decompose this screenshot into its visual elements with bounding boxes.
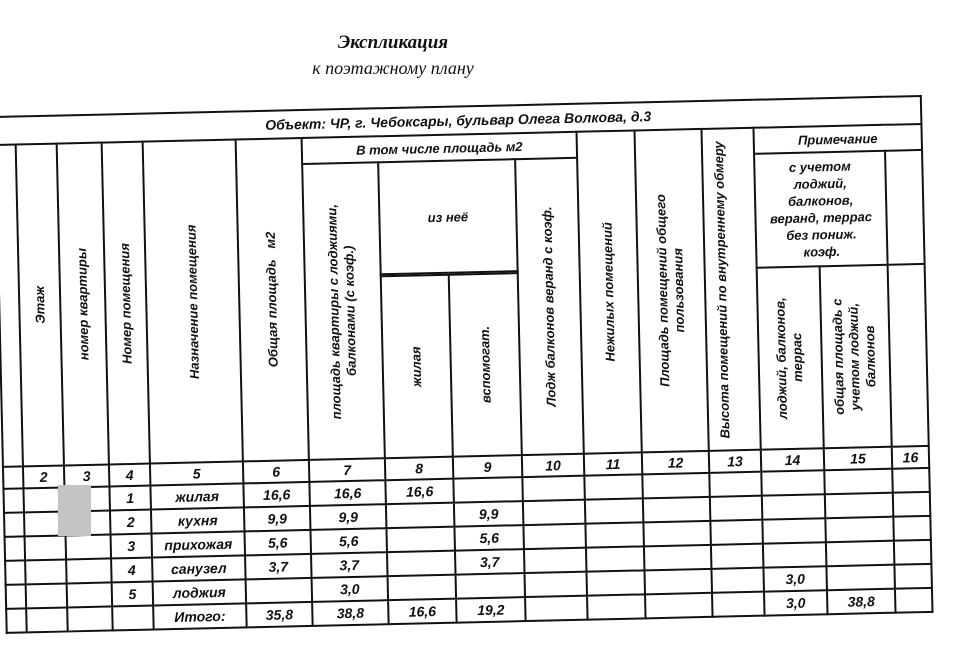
column-number: 15	[824, 447, 892, 471]
header-col16-top	[885, 150, 925, 265]
table-cell: 9,9	[244, 506, 311, 531]
table-cell: 5	[112, 582, 154, 607]
column-number: 12	[642, 451, 709, 475]
table-cell	[644, 569, 712, 595]
table-cell	[387, 551, 456, 577]
header-loggias-coef: Лодж балконов веранд с коэф.	[515, 158, 584, 455]
table-cell	[643, 497, 711, 523]
table-cell	[523, 500, 586, 525]
header-col16-bottom	[888, 264, 929, 447]
header-apartment-number: номер квартиры	[57, 143, 109, 466]
header-room-purpose: Назначение помещения	[143, 140, 243, 464]
table-cell	[112, 606, 154, 631]
table-cell	[711, 568, 764, 593]
column-number: 9	[453, 455, 522, 479]
table-cell	[456, 573, 526, 599]
table-cell	[524, 548, 587, 573]
table-cell: 38,8	[312, 600, 389, 626]
header-note-sub: с учетом лоджий, балконов, веранд, террас без пониж. коэф.	[754, 151, 888, 268]
table-cell	[523, 524, 586, 549]
table-cell	[386, 503, 455, 529]
table-cell: 3,7	[245, 554, 312, 579]
table-cell	[6, 584, 27, 608]
header-group-including: В том числе площадь м2	[302, 132, 578, 164]
document-subtitle: к поэтажному плану	[312, 58, 474, 78]
table-cell	[388, 575, 457, 601]
column-number: 5	[150, 461, 243, 485]
table-cell	[586, 570, 645, 595]
table-cell	[587, 594, 646, 619]
explication-table	[0, 95, 934, 634]
table-cell	[824, 469, 893, 495]
table-cell	[585, 498, 644, 523]
column-number: 8	[385, 457, 453, 481]
table-cell	[710, 496, 763, 521]
table-cell	[386, 527, 455, 553]
table-cell: 3,0	[763, 566, 827, 591]
header-area-with-loggias: площадь квартиры с лоджиями, балконами (с коэф.)	[302, 162, 385, 460]
table-cell: жилая	[150, 483, 244, 509]
table-cell: 3,7	[455, 549, 525, 575]
table-cell: 4	[111, 558, 153, 583]
table-cell: 3	[111, 534, 153, 559]
table-cell	[644, 545, 712, 571]
table-cell	[5, 560, 26, 584]
table-cell	[892, 468, 930, 493]
table-cell	[6, 608, 27, 632]
header-note-total: общая площадь с учетом лоджий, балконов	[820, 265, 892, 448]
header-living: жилая	[381, 275, 453, 458]
table-cell: 16,6	[243, 482, 310, 507]
table-cell	[643, 521, 711, 547]
table-cell	[4, 512, 25, 536]
table-cell	[26, 583, 68, 608]
table-cell	[67, 606, 113, 631]
table-cell	[246, 578, 313, 603]
table-cell: прихожая	[152, 531, 246, 557]
column-number: 2	[23, 466, 64, 489]
object-address: Объект: ЧР, г. Чебоксары, бульвар Олега Волкова, д.3	[0, 96, 921, 145]
table-cell	[584, 474, 643, 499]
column-number: 13	[709, 450, 761, 473]
table-cell	[453, 477, 523, 503]
table-cell	[826, 565, 895, 591]
explication-table-wrap	[0, 95, 934, 634]
table-cell: 35,8	[246, 602, 313, 627]
table-cell	[712, 592, 765, 617]
table-cell	[585, 522, 644, 547]
table-cell: 16,6	[385, 479, 454, 505]
table-cell	[893, 492, 931, 517]
table-cell	[645, 593, 713, 619]
table-cell: лоджия	[153, 579, 247, 605]
table-cell: 5,6	[454, 525, 524, 551]
table-cell	[522, 476, 585, 501]
table-cell	[894, 564, 932, 589]
table-cell	[763, 542, 827, 567]
table-cell: санузел	[152, 555, 246, 581]
table-cell	[762, 494, 826, 519]
column-number: 4	[109, 464, 150, 487]
column-number: 6	[243, 460, 309, 483]
table-cell	[761, 470, 825, 495]
column-number: 10	[522, 454, 584, 477]
table-cell: 19,2	[456, 597, 526, 623]
table-cell: 38,8	[827, 589, 896, 615]
table-cell	[642, 473, 710, 499]
column-number: 3	[64, 464, 109, 487]
table-cell: 9,9	[454, 501, 524, 527]
header-room-number: Номер помещения	[102, 142, 150, 465]
table-cell	[3, 488, 24, 512]
table-cell	[5, 536, 26, 560]
table-cell: 2	[110, 510, 152, 535]
document-title: Экспликация	[337, 32, 449, 53]
table-cell: 16,6	[388, 599, 457, 625]
header-auxiliary: вспомогат.	[449, 273, 522, 457]
table-cell	[709, 472, 762, 497]
table-cell	[825, 517, 894, 543]
table-cell	[826, 541, 895, 567]
header-note-loggias: лоджий, балконов, террас	[757, 266, 824, 449]
table-cell	[895, 588, 933, 613]
column-number: 7	[309, 458, 385, 482]
table-cell: 16,6	[309, 480, 386, 506]
table-cell	[25, 559, 67, 584]
header-of-which: из неё	[378, 159, 518, 274]
header-total-area: Общая площадь м2	[236, 138, 309, 461]
table-cell: 9,9	[310, 504, 387, 530]
table-cell	[710, 520, 763, 545]
table-cell	[25, 535, 67, 560]
table-cell	[586, 546, 645, 571]
table-cell	[711, 544, 764, 569]
column-number: 14	[761, 448, 824, 471]
redacted-apartment-number	[58, 485, 91, 536]
table-cell	[66, 558, 112, 583]
header-note: Примечание	[753, 124, 922, 154]
column-number: 16	[892, 446, 929, 469]
table-cell: 5,6	[244, 530, 311, 555]
table-cell	[525, 572, 588, 597]
column-number: 11	[584, 452, 642, 475]
table-cell: Итого:	[153, 603, 247, 629]
header-non-residential: Нежилых помещений	[577, 130, 642, 453]
table-cell: 3,0	[764, 590, 828, 615]
column-number	[3, 466, 23, 488]
table-cell: 5,6	[310, 528, 387, 554]
table-cell: 3,0	[312, 576, 389, 602]
header-common-area: Площадь помещений общего пользования	[634, 129, 708, 452]
header-floor: Этаж	[16, 144, 64, 467]
table-cell	[66, 534, 112, 559]
table-cell	[894, 540, 932, 565]
table-cell: 3,7	[311, 552, 388, 578]
table-cell	[762, 518, 826, 543]
table-cell	[825, 493, 894, 519]
table-cell	[525, 596, 588, 621]
table-cell: 1	[109, 486, 151, 511]
table-cell: кухня	[151, 507, 245, 533]
table-cell	[26, 607, 68, 632]
header-height: Высота помещений по внутреннему обмеру	[701, 128, 760, 451]
table-cell	[67, 582, 113, 607]
table-cell	[893, 516, 931, 541]
